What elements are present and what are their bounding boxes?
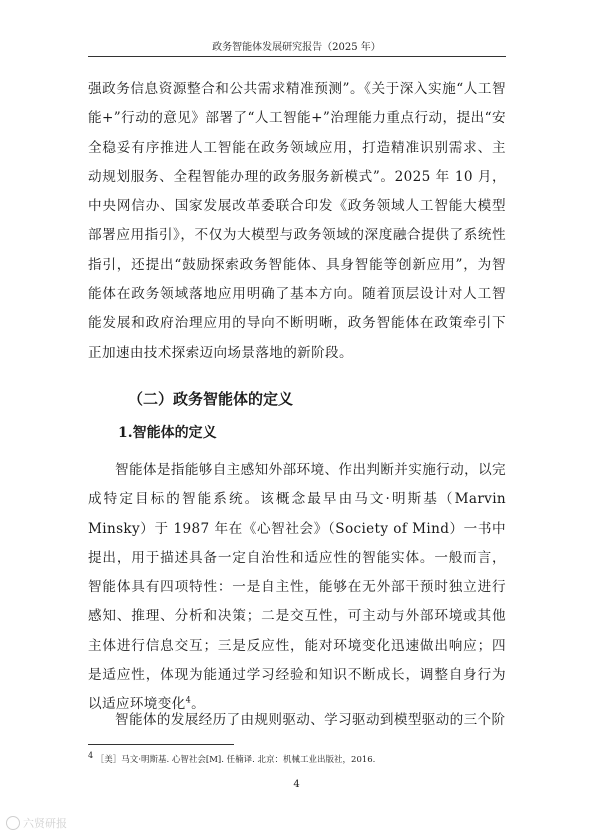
footnote-mark: 4 [88,751,94,761]
footnote [88,753,506,765]
footnote-reference[interactable]: 4 [185,695,192,705]
header-divider [88,56,506,57]
paragraph-end: 。 [191,696,206,713]
watermark-logo-icon [6,816,20,830]
body-paragraph-stages: 智能体的发展经历了由规则驱动、学习驱动到模型驱动的三个阶 [115,712,506,728]
body-paragraph: 强政务信息资源整合和公共需求精准预测”。《关于深入实施“人工智能+”行动的意见》部署了“人工智能+”治理能力重点行动，提出“安全稳妥有序推进人工智能在政务领域应用，打造精准识别需求、主动规划服务、全程智能办理的政务服务新模式”。2025 年 10 月，中央网信办、国家发展改革委联合印发《政务领域人工智能大模型部署应用指引》，不仅为大模型与政务领域的深度融合提供了系统性指引，还提出“鼓励探索政务智能体、具身智能等创新应用”，为智能体在政务领域落地应用明确了基本方向。随着顶层设计对人工智能发展和政府治理应用的导向不断明晰，政务智能体在政策牵引下正加速由技术探索迈向场景落地的新阶段。 [88,81,506,361]
section-heading: （二）政务智能体的定义 [128,390,294,408]
subsection-heading: 1.智能体的定义 [118,425,217,441]
watermark [6,815,67,831]
footnote-divider [88,744,234,745]
footnote-text: ［美］马文·明斯基. 心智社会[M]. 任楠译. 北京：机械工业出版社，2016. [95,755,376,765]
running-header: 政务智能体发展研究报告（2025 年） [212,42,381,53]
paragraph-text: 智能体是指能够自主感知外部环境、作出判断并实施行动，以完成特定目标的智能系统。该概念最早由马文·明斯基（Marvin Minsky）于 1987 年在《心智社会》（Society of Mind）一书中提出，用于描述具备一定自治性和适应性的智能实体。一般而言，智能体具有四项特性：一是自主性，能够在无外部干预时独立进行感知、推理、分析和决策；二是交互性，可主动与外部环境或其他主体进行信息交互；三是反应性，能对环境变化迅速做出响应；四是适应性，体现为能通过学习经验和知识不断成长，调整自身行为以适应环境变化 [88,462,506,713]
page-number: 4 [293,779,300,790]
body-paragraph-definition [88,456,506,720]
watermark-text: 六贤研报 [23,817,67,830]
